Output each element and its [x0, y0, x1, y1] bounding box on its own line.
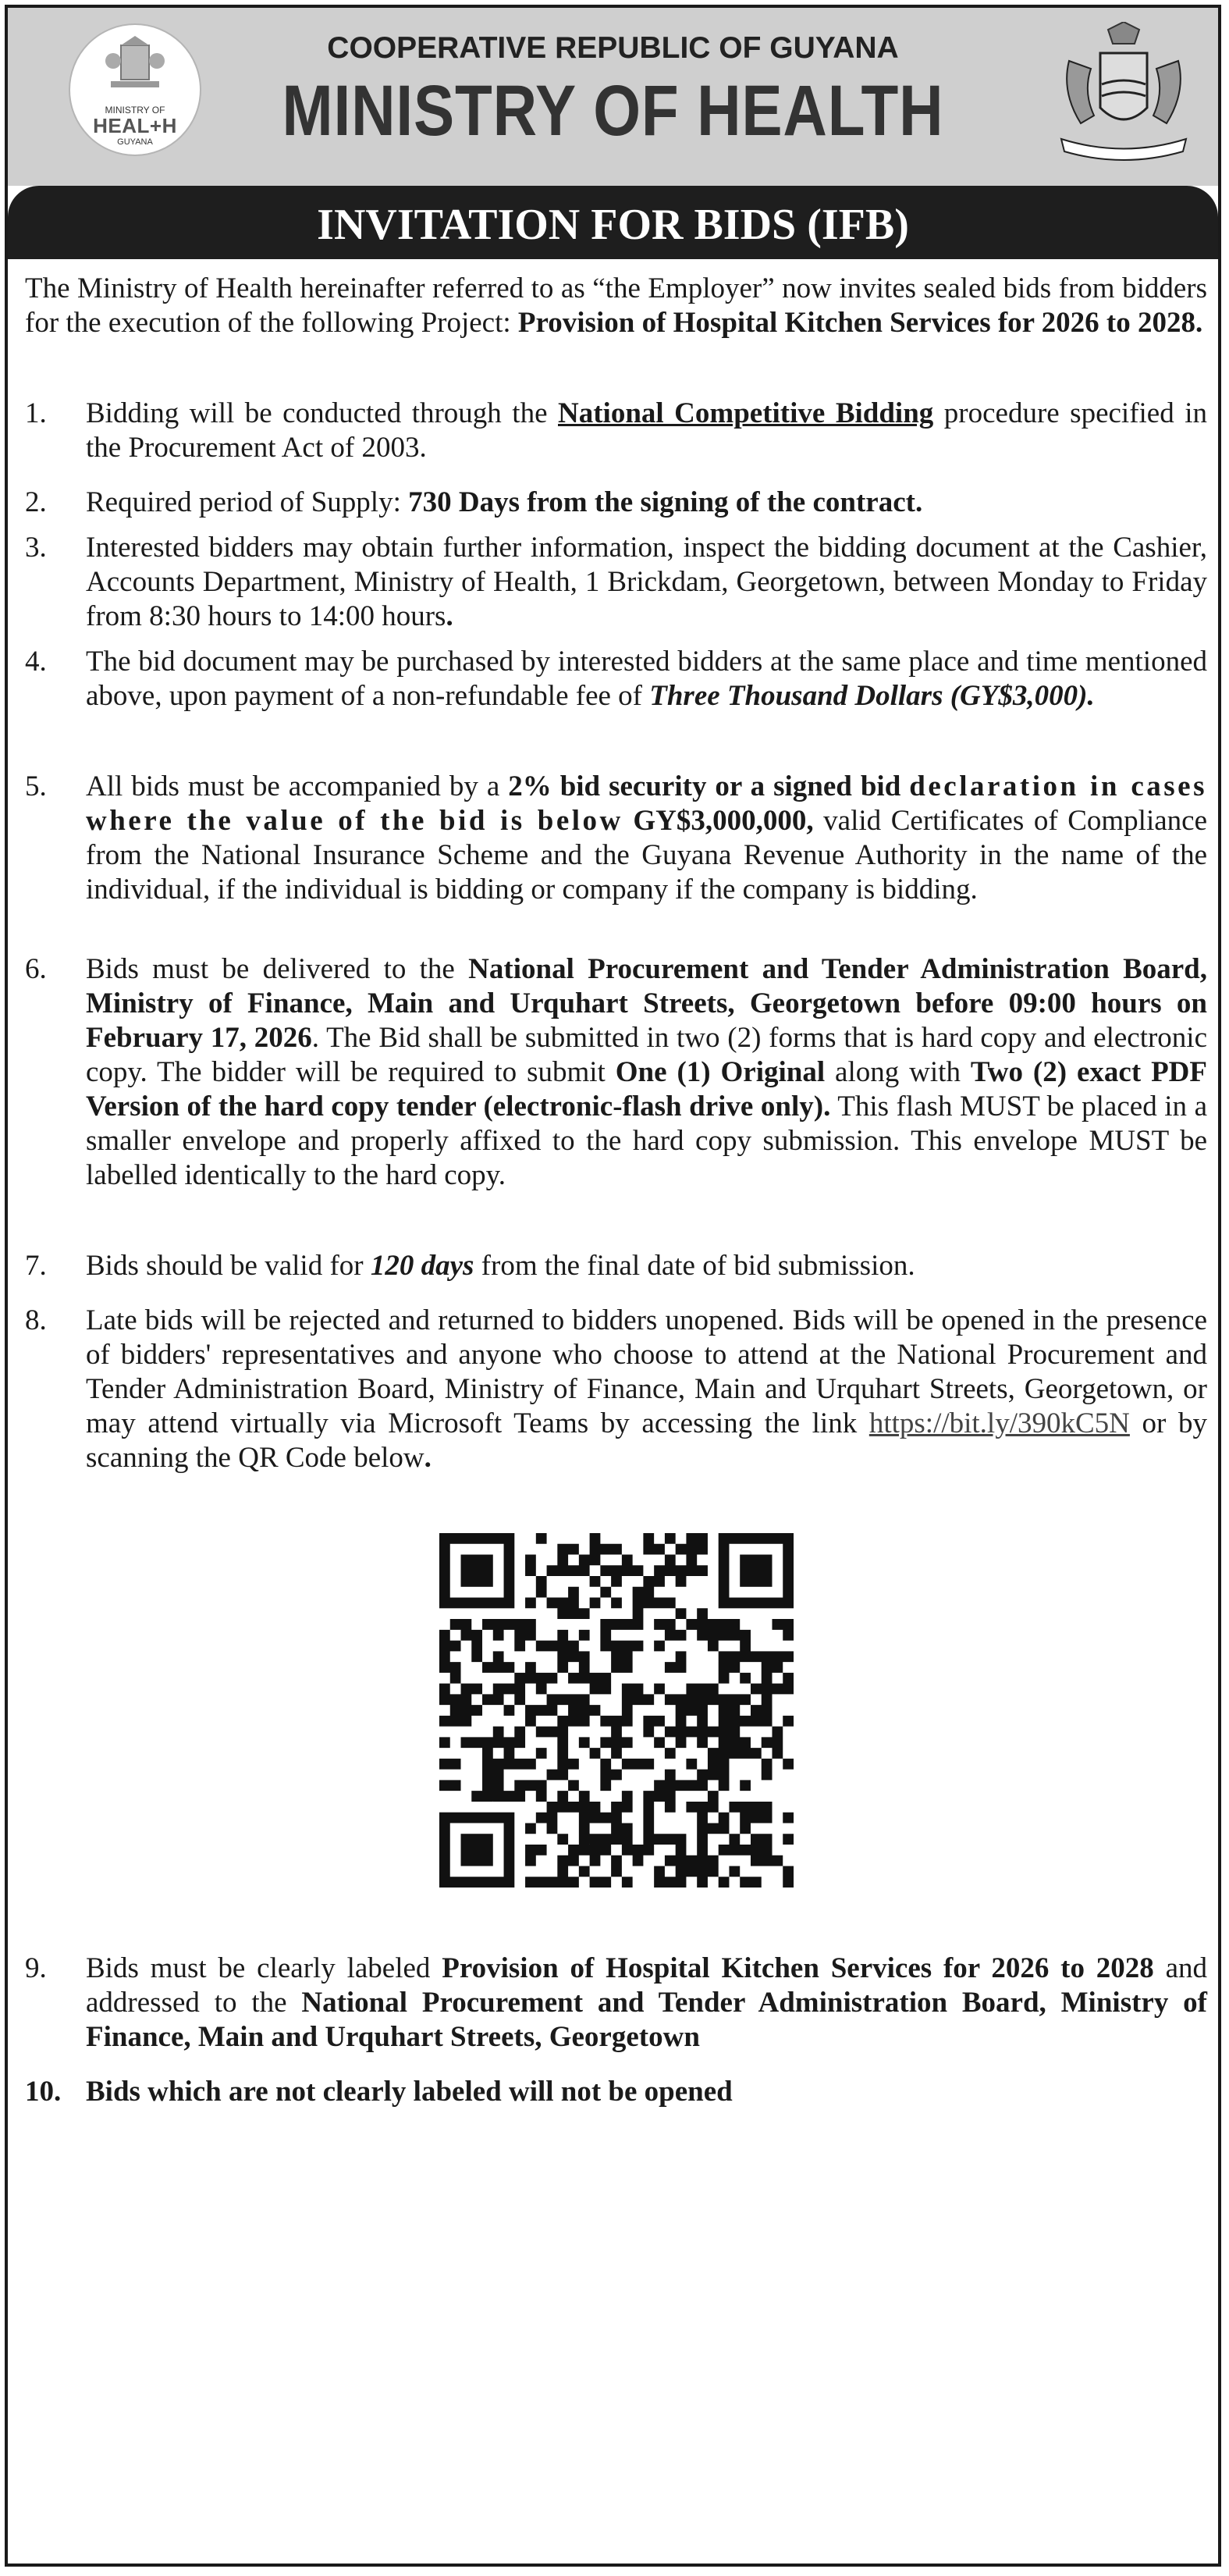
list-item-8	[25, 1304, 1207, 1475]
item-9-text-d: National Procurement and Tender Administration Board, Ministry of Finance, Main and Urquhart Streets, Georgetown	[86, 1987, 1207, 2053]
list-item-6	[25, 952, 1207, 1193]
item-number: 10.	[25, 2076, 62, 2108]
logo-text-health: HEAL+H	[93, 114, 177, 137]
banner-title: INVITATION FOR BIDS (IFB)	[317, 201, 909, 249]
item-text	[86, 397, 1207, 465]
ministry-title: MINISTRY OF HEALTH	[282, 71, 944, 151]
item-text: Bids which are not clearly labeled will not be opened	[86, 2076, 733, 2108]
item-1-text-b: National Competitive Bidding	[558, 397, 934, 429]
item-6-text-b: National Procurement and Tender Administration Board, Ministry of Finance, Main and Urquhart Streets, Georgetown before 09:00 hours on February 17, 2026	[86, 953, 1208, 1054]
intro-paragraph	[25, 272, 1207, 340]
item-5-text-b: 2% bid security or a signed bid	[508, 770, 901, 802]
logo-text-ministry-of: MINISTRY OF	[105, 105, 165, 116]
item-8-text-b: or by scanning the QR Code below	[86, 1407, 1207, 1474]
item-2-text-b: 730 Days from the signing of the contract.	[408, 486, 923, 518]
teams-link[interactable]: https://bit.ly/390kC5N	[868, 1407, 1130, 1439]
item-8-text-c: .	[424, 1442, 432, 1474]
qr-code-container	[25, 1533, 1207, 1888]
item-6-text-c: . The Bid shall be submitted in two (2) forms that is hard copy and electronic copy. The bidder will be required to submit	[86, 1022, 1208, 1088]
item-number: 1.	[25, 397, 47, 429]
item-text	[86, 1304, 1207, 1475]
item-5-text-a: All bids must be accompanied by a	[86, 770, 509, 802]
item-5-text-d: GY$3,000,000,	[633, 805, 814, 837]
item-6-text-a: Bids must be delivered to the	[86, 953, 469, 985]
country-name: COOPERATIVE REPUBLIC OF GUYANA	[327, 31, 899, 65]
item-2-text-a: Required period of Supply:	[86, 486, 409, 518]
guyana-coat-of-arms-icon	[1046, 22, 1202, 166]
item-6-text-d: One (1) Original	[615, 1056, 826, 1088]
list-item-3	[25, 531, 1207, 634]
item-text	[86, 645, 1207, 713]
item-7-text-a: Bids should be valid for	[86, 1250, 371, 1282]
banner	[8, 186, 1218, 259]
logo-text-guyana: GUYANA	[117, 137, 153, 147]
item-1-text-a: Bidding will be conducted through the	[86, 397, 558, 429]
bid-content	[25, 265, 1207, 2109]
intro-text: The Ministry of Health hereinafter referred to as “the Employer” now invites sealed bids from bidders for the execution of the following Project:	[25, 272, 1207, 339]
item-text	[86, 952, 1207, 1193]
list-item-4	[25, 645, 1207, 713]
item-6-text-e: along with	[825, 1056, 971, 1088]
item-8-text-a: Late bids will be rejected and returned to bidders unopened. Bids will be opened in the presence of bidders' representatives and anyone who choose to attend at the National Procurement and Tender Administration Board, Ministry of Finance, Main and Urquhart Streets, Georgetown, or may attend virtually via Microsoft Teams by accessing the link	[86, 1304, 1207, 1439]
intro-project: Provision of Hospital Kitchen Services for 2026 to 2028.	[517, 307, 1203, 339]
item-4-text-a: The bid document may be purchased by interested bidders at the same place and time mentioned above, upon payment of a non-refundable fee of	[86, 646, 1207, 712]
item-number: 4.	[25, 646, 47, 678]
ifb-advertisement	[5, 5, 1221, 2567]
list-item-1	[25, 397, 1207, 465]
item-number: 8.	[25, 1304, 47, 1336]
list-item-7	[25, 1249, 1207, 1283]
list-item-5	[25, 770, 1207, 907]
list-item-10	[25, 2075, 1207, 2109]
item-9-text-c: and addressed to the	[86, 1952, 1207, 2019]
item-3-text-b: .	[446, 600, 453, 632]
qr-code-icon[interactable]	[439, 1533, 794, 1888]
item-1-text-c: procedure specified in the Procurement Act of 2003.	[86, 397, 1207, 464]
item-number: 5.	[25, 770, 47, 802]
item-6-text-g: This flash MUST be placed in a smaller envelope and properly affixed to the hard copy submission. This envelope MUST be labelled identically to the hard copy.	[86, 1091, 1207, 1191]
item-5-text-c: declaration in cases where the value of the bid is below	[86, 770, 1208, 837]
item-7-text-b: 120 days	[370, 1250, 474, 1282]
list-item-9	[25, 1952, 1207, 2055]
item-5-text-e: valid Certificates of Compliance from the National Insurance Scheme and the Guyana Revenue Authority in the name of the individual, if the individual is bidding or company if the company is bidding.	[86, 805, 1207, 906]
item-number: 3.	[25, 532, 47, 564]
header	[8, 8, 1218, 186]
item-4-text-b: Three Thousand Dollars (GY$3,000).	[649, 680, 1095, 712]
item-number: 6.	[25, 953, 47, 985]
item-7-text-c: from the final date of bid submission.	[474, 1250, 915, 1282]
item-9-text-b: Provision of Hospital Kitchen Services for 2026 to 2028	[442, 1952, 1154, 1984]
item-6-text-f: Two (2) exact PDF Version of the hard copy tender (electronic-flash drive only).	[86, 1056, 1207, 1123]
item-text	[86, 486, 1207, 520]
item-text	[86, 770, 1207, 907]
item-text	[86, 1249, 1207, 1283]
item-3-text-a: Interested bidders may obtain further information, inspect the bidding document at the Cashier, Accounts Department, Ministry of Health, 1 Brickdam, Georgetown, between Monday to Friday from 8:30 hours to 14:00 hours	[86, 532, 1207, 632]
list-item-2	[25, 486, 1207, 520]
item-text	[86, 1952, 1207, 2055]
item-number: 2.	[25, 486, 47, 518]
item-9-text-a: Bids must be clearly labeled	[86, 1952, 442, 1984]
item-number: 9.	[25, 1952, 47, 1984]
item-number: 7.	[25, 1250, 47, 1282]
item-text	[86, 531, 1207, 634]
